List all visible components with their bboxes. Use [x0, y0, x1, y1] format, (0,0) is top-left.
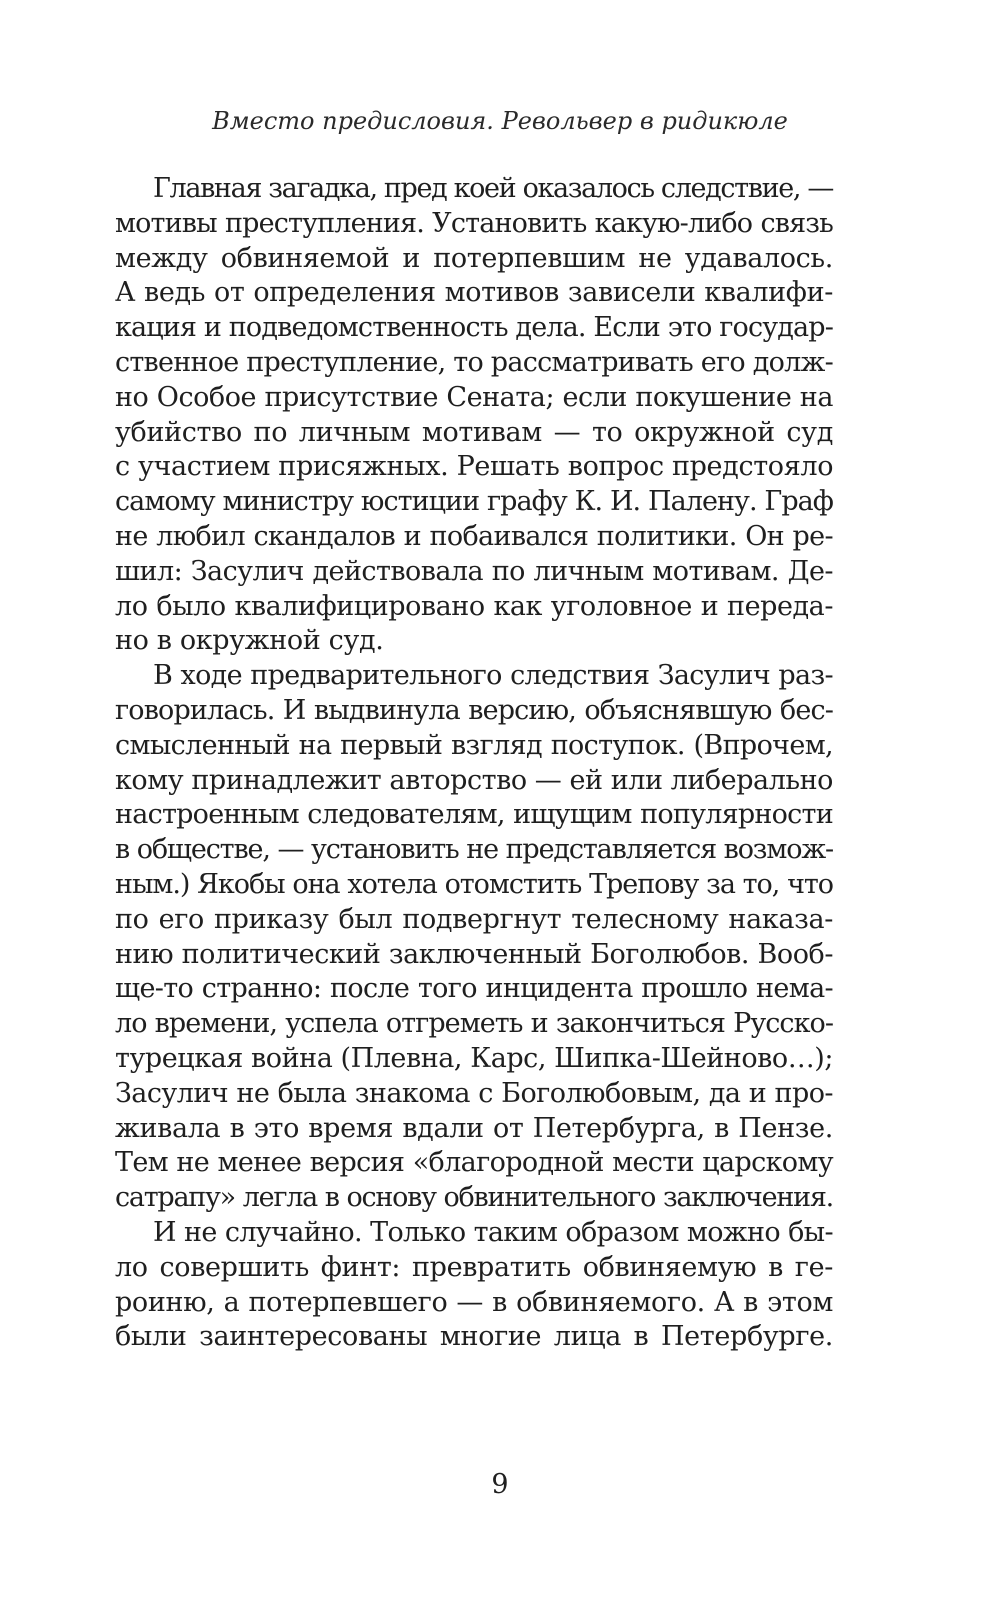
- text-line: кация и подведомственность дела. Если это государ-: [115, 312, 833, 344]
- text-line: смысленный на первый взгляд поступок. (Впрочем,: [115, 729, 833, 761]
- text-line: ло времени, успела отгреметь и закончиться Русско-: [115, 1008, 833, 1040]
- text-line: В ходе предварительного следствия Засулич раз-: [153, 660, 833, 692]
- text-line: А ведь от определения мотивов зависели квалифи-: [115, 277, 833, 309]
- text-line: не любил скандалов и побаивался политики. Он ре-: [115, 520, 833, 552]
- text-line: но Особое присутствие Сената; если покушение на: [115, 381, 833, 413]
- running-head: Вместо предисловия. Револьвер в ридикюле: [212, 107, 788, 135]
- text-line: мотивы преступления. Установить какую-либо связь: [115, 207, 833, 239]
- text-line: нию политический заключенный Боголюбов. Вооб-: [115, 938, 833, 970]
- text-line: с участием присяжных. Решать вопрос предстояло: [115, 451, 834, 483]
- body-text: [115, 172, 833, 1355]
- page-number: 9: [491, 1469, 509, 1500]
- text-line: кому принадлежит авторство — ей или либерально: [115, 764, 833, 796]
- text-line: говорилась. И выдвинула версию, объяснявшую бес-: [115, 694, 833, 726]
- text-line: И не случайно. Только таким образом можно бы-: [153, 1216, 833, 1248]
- text-line: ным.) Якобы она хотела отомстить Трепову за то, что: [115, 868, 833, 900]
- paragraph: [115, 1216, 833, 1355]
- text-line: роиню, а потерпевшего — в обвиняемого. А в этом: [115, 1286, 833, 1318]
- text-line: но в окружной суд.: [115, 625, 384, 657]
- text-line: Тем не менее версия «благородной мести царскому: [115, 1147, 833, 1179]
- text-line: убийство по личным мотивам — то окружной суд: [115, 416, 833, 448]
- text-line: самому министру юстиции графу К. И. Палену. Граф: [115, 486, 833, 518]
- text-line: между обвиняемой и потерпевшим не удавалось.: [115, 242, 833, 274]
- text-line: Главная загадка, пред коей оказалось следствие, —: [153, 173, 834, 204]
- text-line: в обществе, — установить не представляется возмож-: [115, 834, 833, 866]
- text-line: были заинтересованы многие лица в Петербурге.: [115, 1321, 833, 1353]
- text-line: ло совершить финт: превратить обвиняемую в ге-: [115, 1251, 833, 1283]
- text-line: ло было квалифицировано как уголовное и переда-: [115, 590, 833, 622]
- text-line: сатрапу» легла в основу обвинительного заключения.: [115, 1182, 833, 1214]
- text-line: ще-то странно: после того инцидента прошло нема-: [115, 973, 833, 1005]
- text-line: шил: Засулич действовала по личным мотивам. Де-: [115, 555, 833, 587]
- text-line: живала в это время вдали от Петербурга, в Пензе.: [115, 1112, 833, 1144]
- text-line: по его приказу был подвергнут телесному наказа-: [115, 903, 833, 935]
- paragraph: [115, 172, 833, 659]
- paragraph: [115, 659, 833, 1216]
- text-line: турецкая война (Плевна, Карс, Шипка-Шейново…);: [115, 1042, 833, 1074]
- text-line: Засулич не была знакома с Боголюбовым, да и про-: [115, 1077, 833, 1109]
- text-line: ственное преступление, то рассматривать его долж-: [115, 346, 833, 378]
- text-line: настроенным следователям, ищущим популярности: [115, 799, 833, 831]
